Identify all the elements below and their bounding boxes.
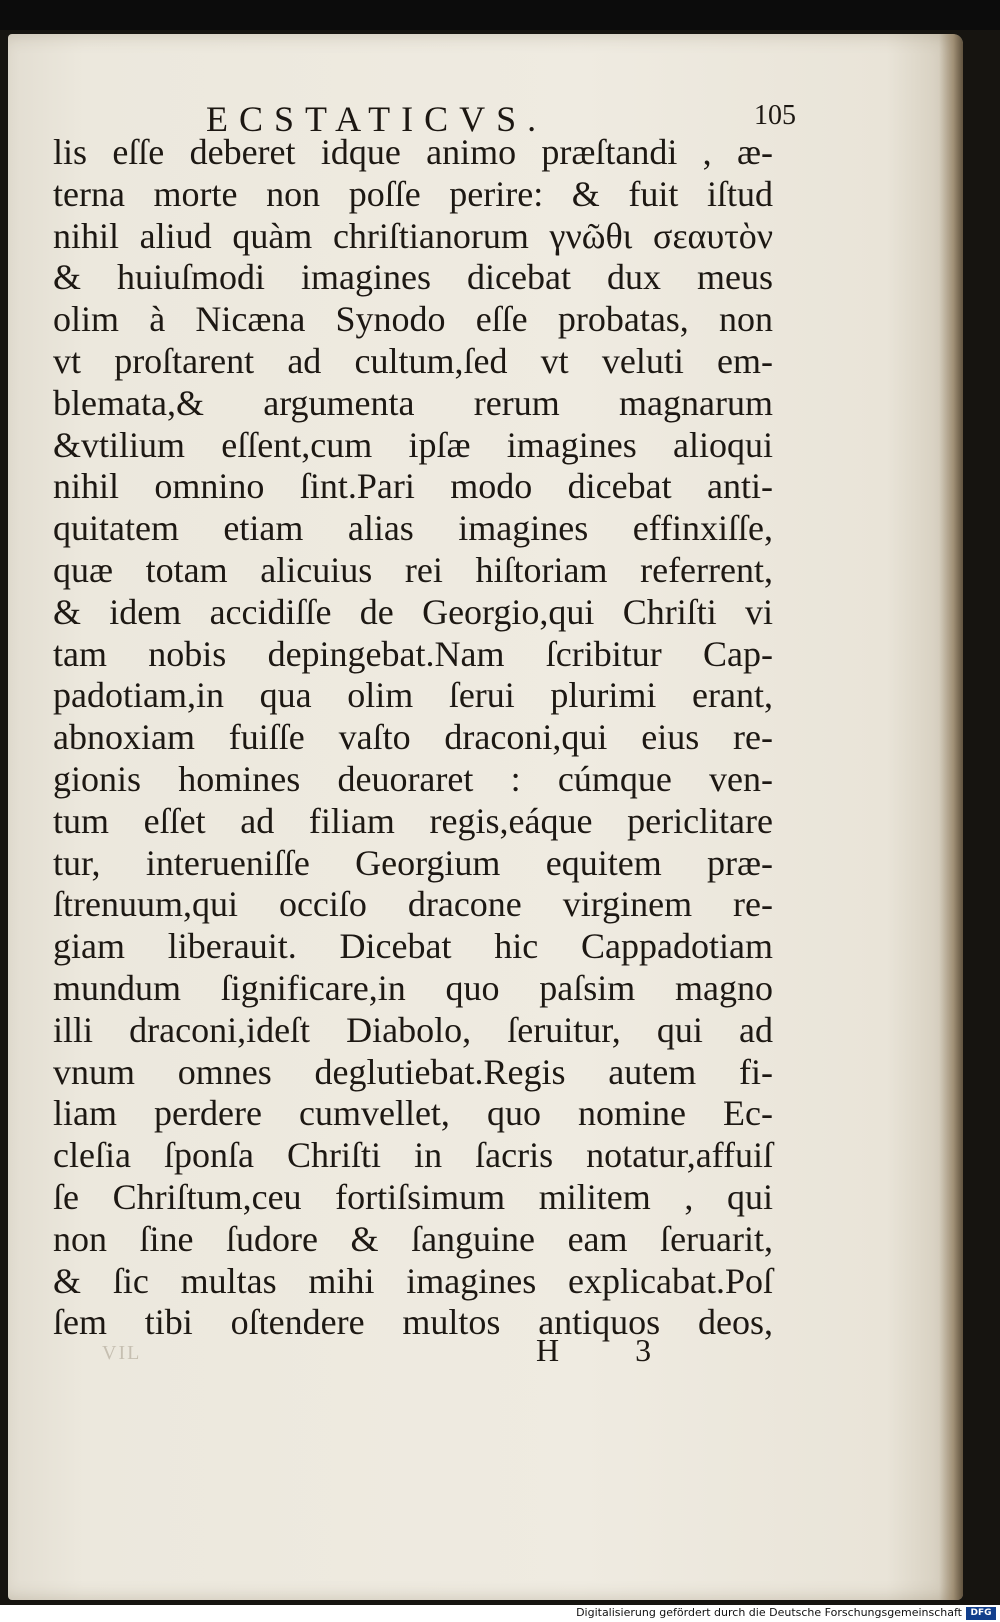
text-line: abnoxiam fuiſſe vaſto draconi,qui eius re-: [53, 717, 773, 758]
dfg-logo: DFG: [966, 1607, 996, 1620]
scan-top-border: [0, 0, 1000, 30]
text-line: & ſic multas mihi imagines explicabat.Poſ: [53, 1260, 773, 1301]
text-line: tum eſſet ad filiam regis,eáque periclitare: [53, 800, 773, 841]
text-line: quitatem etiam alias imagines effinxiſſe,: [53, 508, 773, 549]
text-line: cleſia ſponſa Chriſti in ſacris notatur,affuiſ: [53, 1135, 773, 1176]
page-edge-shadow: [939, 34, 963, 1600]
text-line: & huiuſmodi imagines dicebat dux meus: [53, 257, 773, 298]
text-line: blemata,& argumenta rerum magnarum: [53, 382, 773, 423]
show-through-text: VIL: [102, 1342, 142, 1364]
text-line: nihil aliud quàm chriſtianorum γνῶθι σεαυτὸν: [53, 215, 773, 256]
footer-credit: Digitalisierung gefördert durch die Deutsche Forschungsgemeinschaft: [576, 1606, 962, 1619]
text-line: vt proſtarent ad cultum,ſed vt veluti em-: [53, 340, 773, 381]
text-line: giam liberauit. Dicebat hic Cappadotiam: [53, 926, 773, 967]
signature-mark: H 3: [536, 1332, 686, 1368]
text-line: terna morte non poſſe perire: & fuit iſtud: [53, 173, 773, 214]
text-line: padotiam,in qua olim ſerui plurimi erant,: [53, 675, 773, 716]
text-line: & idem accidiſſe de Georgio,qui Chriſti vi: [53, 591, 773, 632]
page-number: 105: [754, 100, 796, 131]
digitization-footer: [0, 1605, 1000, 1622]
text-line: mundum ſignificare,in quo paſsim magno: [53, 967, 773, 1008]
text-line: ſtrenuum,qui occiſo dracone virginem re-: [53, 884, 773, 925]
text-line: liam perdere cumvellet, quo nomine Ec-: [53, 1093, 773, 1134]
text-line: nihil omnino ſint.Pari modo dicebat anti-: [53, 466, 773, 507]
text-line: non ſine ſudore & ſanguine eam ſeruarit,: [53, 1218, 773, 1259]
text-line: gionis homines deuoraret : cúmque ven-: [53, 758, 773, 799]
body-text: [53, 132, 773, 1344]
text-line: ſem tibi oſtendere multos antiquos deos,: [53, 1302, 773, 1343]
text-line: &vtilium eſſent,cum ipſæ imagines alioqui: [53, 424, 773, 465]
text-line: tur, interueniſſe Georgium equitem præ-: [53, 842, 773, 883]
text-line: olim à Nicæna Synodo eſſe probatas, non: [53, 299, 773, 340]
text-line: tam nobis depingebat.Nam ſcribitur Cap-: [53, 633, 773, 674]
running-head: ECSTATICVS.: [206, 99, 548, 139]
text-line: quæ totam alicuius rei hiſtoriam referrent,: [53, 549, 773, 590]
text-line: ſe Chriſtum,ceu fortiſsimum militem , qui: [53, 1176, 773, 1217]
text-line: illi draconi,ideſt Diabolo, ſeruitur, qui ad: [53, 1009, 773, 1050]
text-line: vnum omnes deglutiebat.Regis autem fi-: [53, 1051, 773, 1092]
text-line: lis eſſe deberet idque animo præſtandi , æ-: [53, 132, 773, 172]
